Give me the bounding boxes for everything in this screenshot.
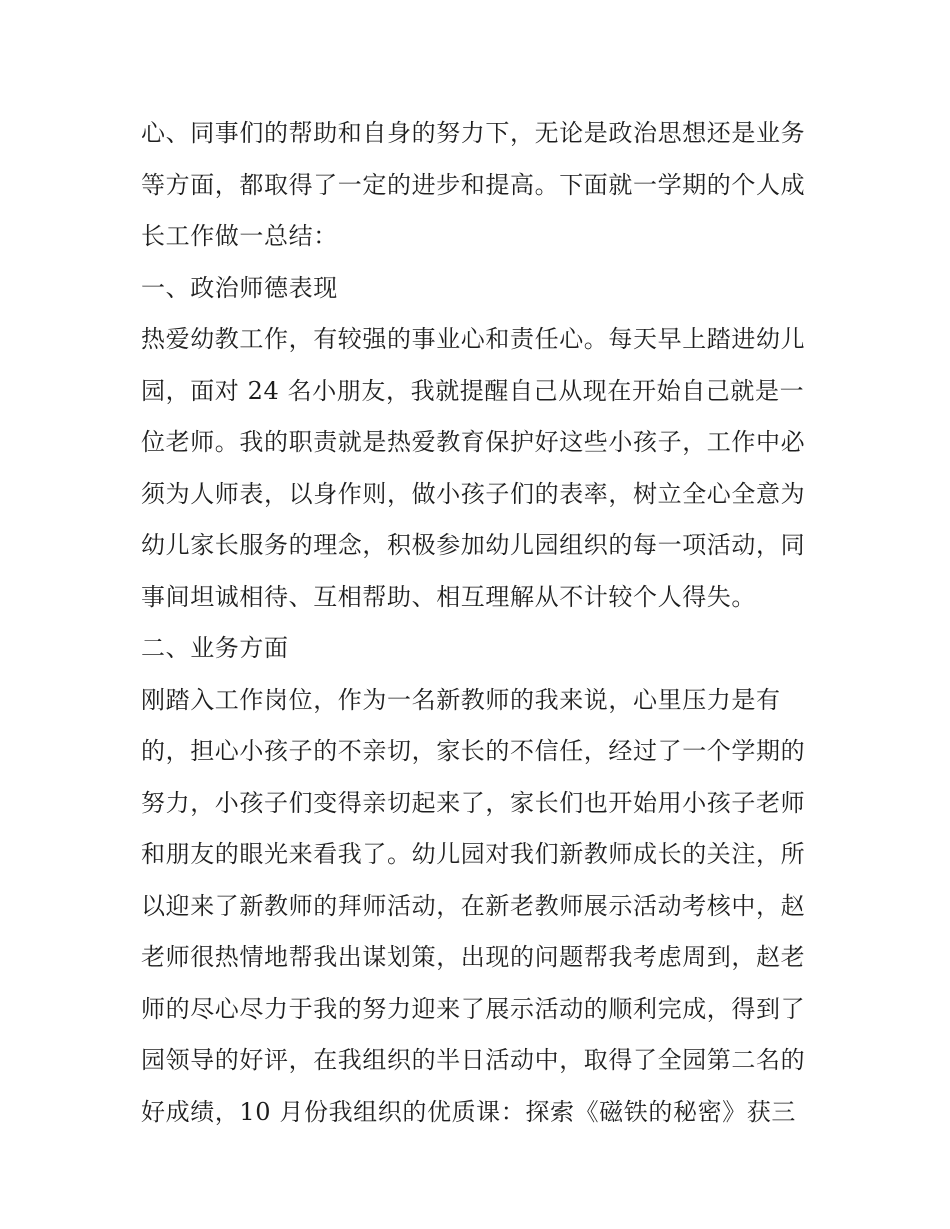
text-line: 事间坦诚相待、互相帮助、相互理解从不计较个人得失。	[141, 582, 756, 611]
text-line: 须为人师表，以身作则，做小孩子们的表率，树立全心全意为	[141, 479, 806, 508]
text-line: 努力，小孩子们变得亲切起来了，家长们也开始用小孩子老师	[141, 788, 806, 817]
text-line: 以迎来了新教师的拜师活动，在新老教师展示活动考核中，赵	[141, 891, 806, 920]
text-line: 心、同事们的帮助和自身的努力下，无论是政治思想还是业务	[141, 119, 806, 147]
text-line: 长工作做一总结：	[141, 222, 338, 250]
text-line: 等方面，都取得了一定的进步和提高。下面就一学期的个人成	[141, 170, 806, 199]
text-line: 老师很热情地帮我出谋划策，出现的问题帮我考虑周到，赵老	[141, 943, 806, 971]
section-heading-political: 一、政治师德表现	[141, 273, 338, 302]
text-line: 园，面对 24 名小朋友，我就提醒自己从现在开始自己就是一	[141, 376, 805, 405]
section-heading-business: 二、业务方面	[141, 634, 289, 662]
text-line: 刚踏入工作岗位，作为一名新教师的我来说，心里压力是有	[141, 685, 781, 714]
text-line: 的，担心小孩子的不亲切，家长的不信任，经过了一个学期的	[141, 737, 806, 765]
text-line: 和朋友的眼光来看我了。幼儿园对我们新教师成长的关注，所	[141, 840, 806, 868]
text-line: 热爱幼教工作，有较强的事业心和责任心。每天早上踏进幼儿	[141, 325, 806, 353]
text-line: 幼儿家长服务的理念，积极参加幼儿园组织的每一项活动，同	[141, 531, 806, 559]
text-line: 园领导的好评，在我组织的半日活动中，取得了全园第二名的	[141, 1046, 806, 1074]
text-line: 好成绩，10 月份我组织的优质课：探索《磁铁的秘密》获三	[141, 1097, 796, 1126]
body-text	[141, 108, 821, 1138]
text-line: 位老师。我的职责就是热爱教育保护好这些小孩子，工作中必	[141, 428, 806, 456]
text-line: 师的尽心尽力于我的努力迎来了展示活动的顺利完成，得到了	[141, 994, 806, 1023]
